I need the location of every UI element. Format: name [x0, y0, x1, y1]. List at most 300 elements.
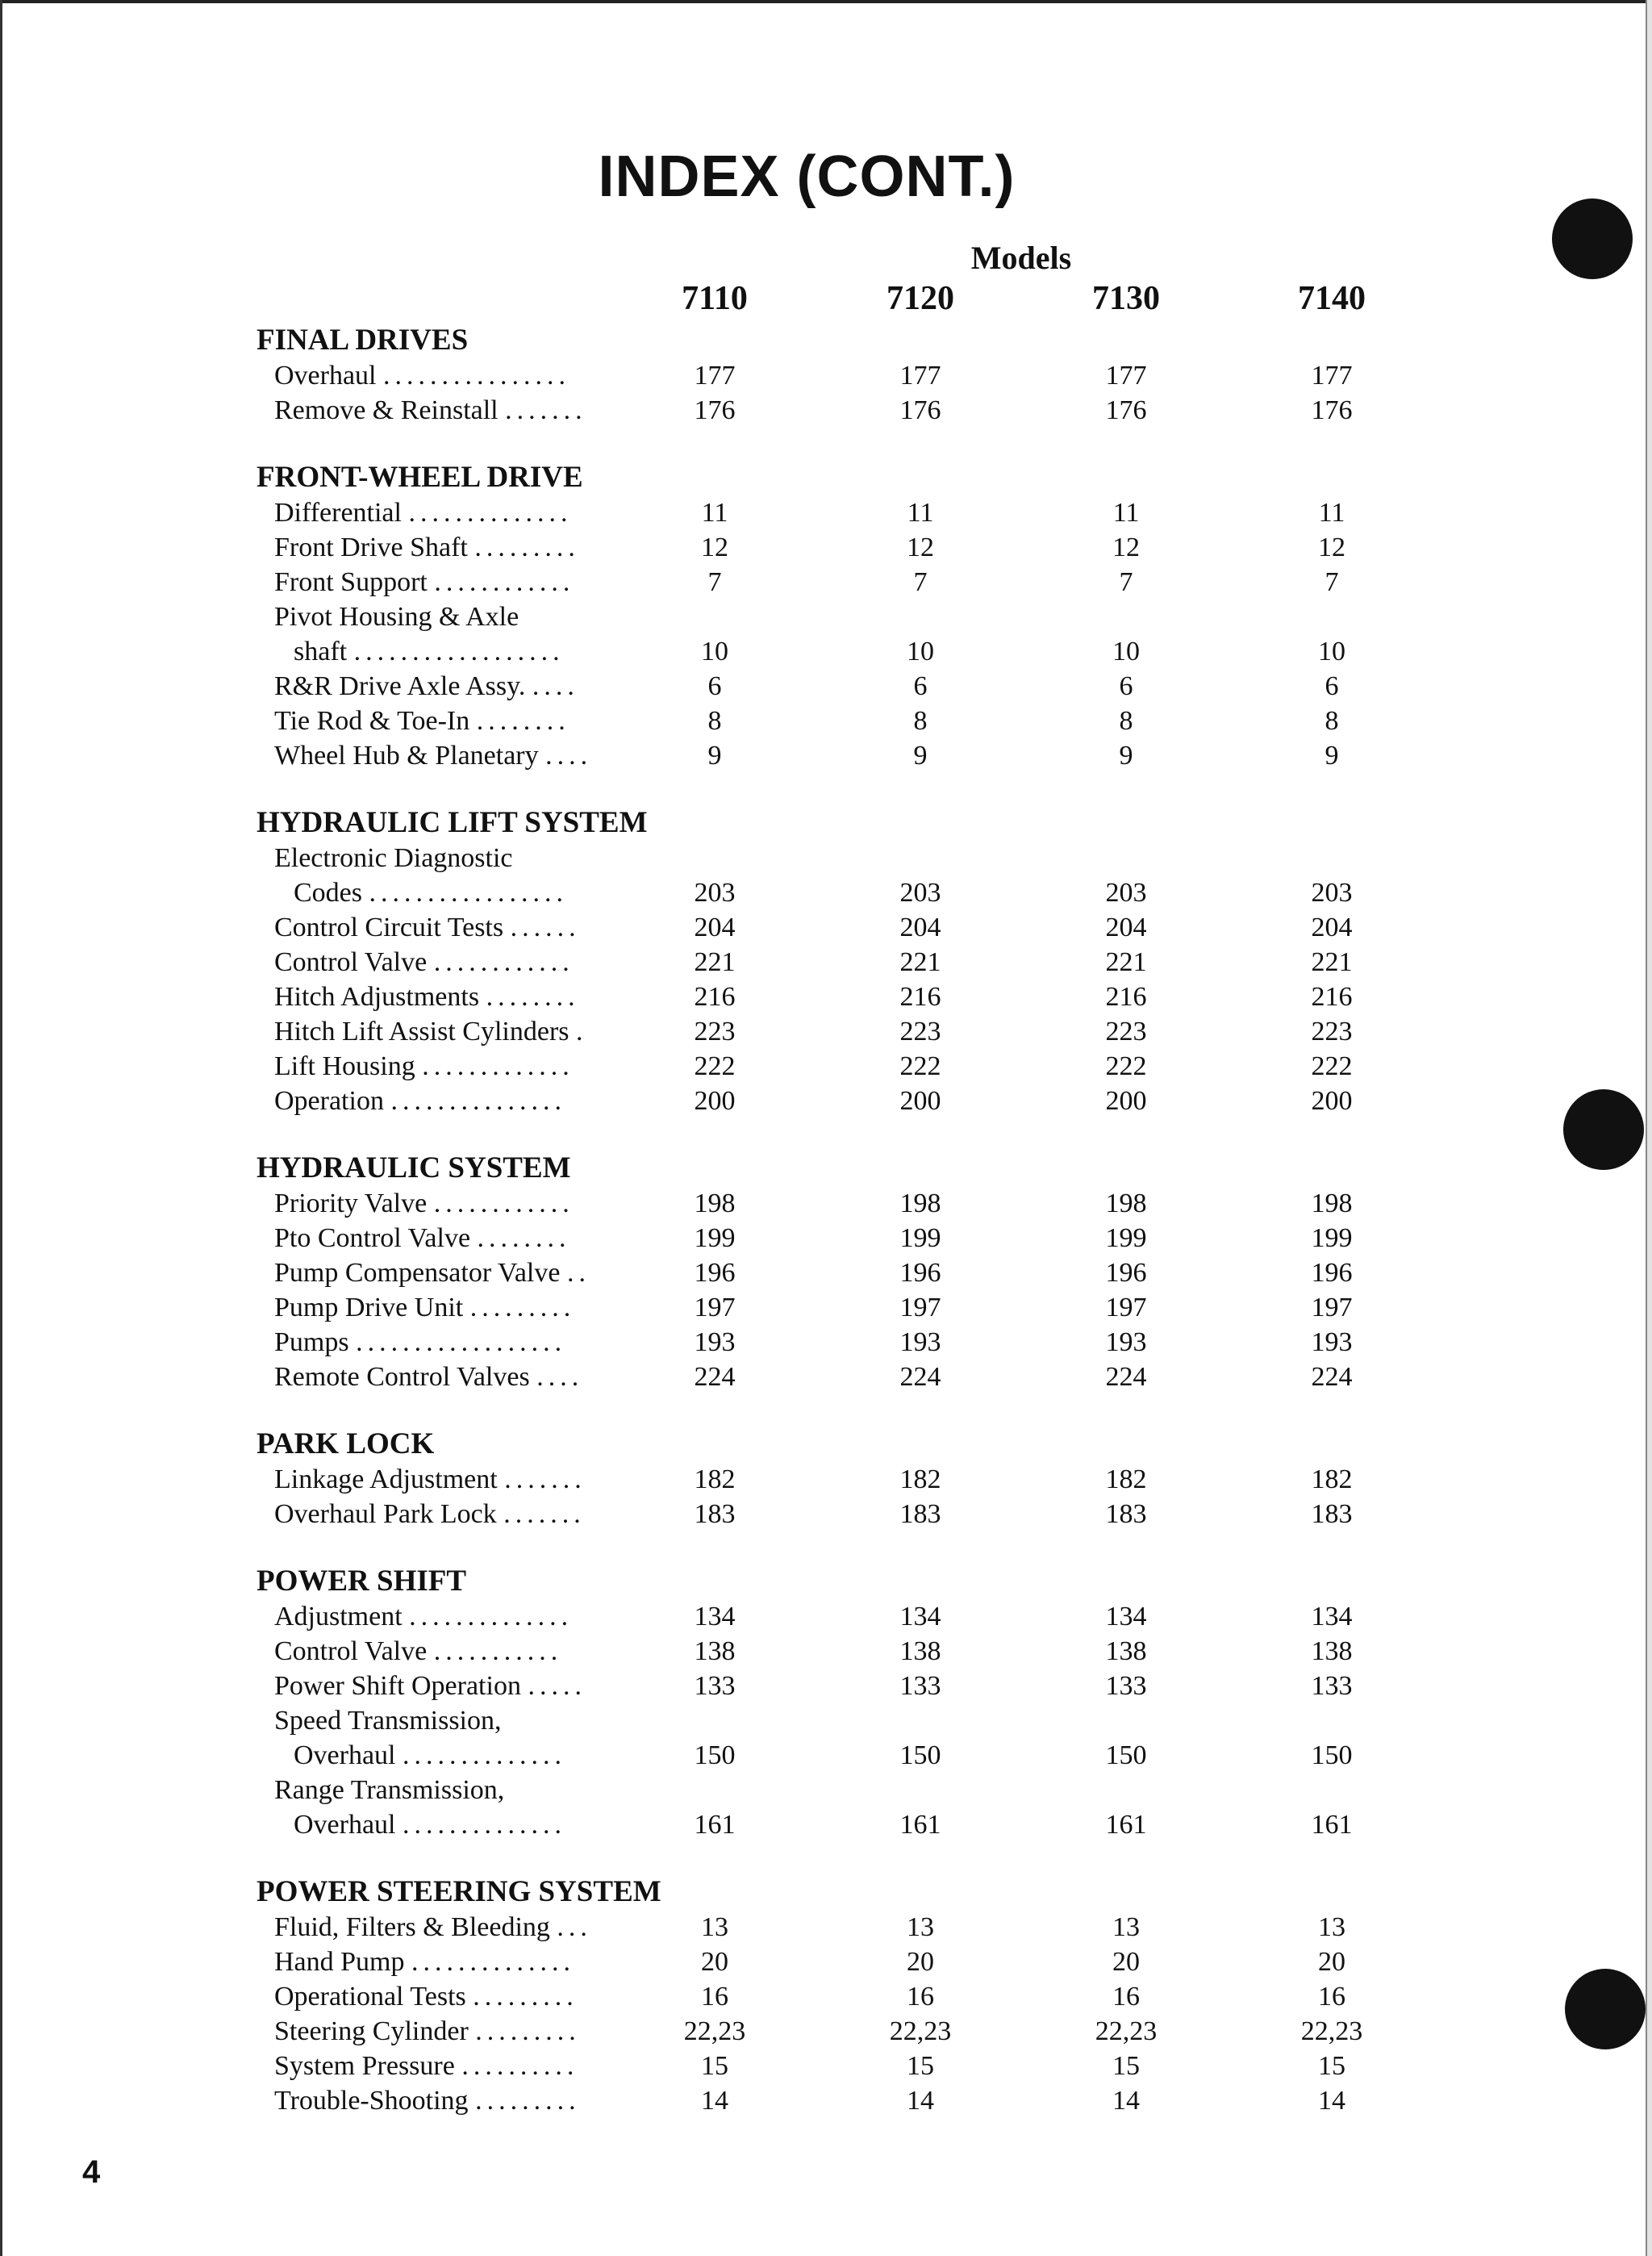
page-ref: 133: [694, 1671, 736, 1701]
page-ref: 13: [1318, 1912, 1345, 1942]
entry-label: [274, 841, 629, 875]
page-ref: 196: [899, 1258, 941, 1288]
entry-text: Tie Rod & Toe-In: [274, 706, 470, 736]
index-section: [257, 805, 1426, 1118]
page-ref: 16: [701, 1982, 728, 2012]
page-ref: 204: [899, 913, 941, 942]
entry-text: Fluid, Filters & Bleeding: [274, 1912, 550, 1942]
entry-label: [274, 1084, 629, 1118]
entry-text: Hitch Lift Assist Cylinders: [274, 1017, 569, 1047]
page-ref: 133: [1311, 1671, 1353, 1701]
index-entry: [257, 980, 1426, 1014]
index-entry: [257, 910, 1426, 945]
entry-label: [274, 1186, 629, 1221]
page-ref: 196: [1311, 1258, 1353, 1288]
page-ref: 193: [1105, 1327, 1147, 1357]
page-ref: 176: [1311, 395, 1353, 425]
index-section: [257, 460, 1426, 773]
index-entry: [257, 1497, 1426, 1531]
entry-text: Pump Drive Unit: [274, 1293, 464, 1322]
entry-text: Range Transmission,: [274, 1775, 505, 1805]
page-ref: 12: [1318, 533, 1345, 562]
page-ref: 204: [694, 913, 736, 942]
page-ref: 138: [694, 1636, 736, 1666]
entry-label: [274, 565, 629, 600]
entry-text: Remote Control Valves: [274, 1362, 530, 1392]
entry-label: [274, 1945, 629, 1979]
page-ref: 9: [913, 741, 928, 771]
page-ref: 12: [907, 533, 934, 562]
page-ref: 22,23: [1300, 2016, 1363, 2046]
model-column-header: 7120: [886, 280, 954, 317]
page-ref: 199: [1311, 1223, 1353, 1253]
binder-hole-bottom: [1565, 1969, 1646, 2049]
page-ref: 183: [1311, 1499, 1353, 1529]
page-ref: 222: [694, 1051, 736, 1081]
page-ref: 224: [1105, 1362, 1147, 1392]
entry-label: [274, 2014, 629, 2049]
page-ref: 20: [1318, 1947, 1345, 1977]
dot-leader: .......: [505, 395, 587, 425]
index-entry: [257, 1599, 1426, 1634]
section-title: HYDRAULIC SYSTEM: [257, 1151, 571, 1184]
entry-text: Adjustment: [274, 1602, 403, 1631]
dot-leader: ...........: [433, 1636, 563, 1666]
page-ref: 15: [701, 2051, 728, 2081]
entry-label: [274, 669, 629, 704]
dot-leader: ........: [476, 706, 570, 736]
page-ref: 13: [1112, 1912, 1140, 1942]
scan-left-edge: [0, 0, 2, 2256]
section-title: HYDRAULIC LIFT SYSTEM: [257, 806, 648, 839]
entry-text: Overhaul: [294, 1740, 396, 1770]
page-ref: 193: [694, 1327, 736, 1357]
page-ref: 182: [899, 1464, 941, 1494]
page-ref: 138: [899, 1636, 941, 1666]
page-ref: 7: [1119, 567, 1133, 597]
page-ref: 224: [899, 1362, 941, 1392]
page-ref: 197: [1105, 1293, 1147, 1322]
section-title: FRONT-WHEEL DRIVE: [257, 461, 583, 494]
index-entry: [257, 1807, 1426, 1842]
index-entry: [257, 1290, 1426, 1325]
entry-label: [274, 1014, 629, 1049]
entry-label: [274, 600, 629, 634]
index-entry: [257, 1462, 1426, 1497]
entry-text: Hand Pump: [274, 1947, 405, 1977]
entry-label: [294, 1738, 629, 1773]
dot-leader: ....: [545, 741, 593, 771]
index-entry: [257, 1186, 1426, 1221]
entry-label: [274, 1360, 629, 1394]
dot-leader: ..............: [408, 498, 573, 528]
index-entry: [257, 1049, 1426, 1084]
page-ref: 200: [694, 1086, 736, 1116]
dot-leader: .......: [504, 1464, 586, 1494]
dot-leader: ................: [383, 361, 571, 391]
scan-right-edge: [1646, 0, 1652, 2256]
page-ref: 20: [1112, 1947, 1140, 1977]
index-entry: [257, 704, 1426, 738]
page-ref: 203: [694, 878, 736, 908]
dot-leader: .........: [475, 2016, 581, 2046]
entry-text: Speed Transmission,: [274, 1706, 502, 1736]
page-ref: 134: [1105, 1602, 1147, 1631]
page-ref: 176: [694, 395, 736, 425]
dot-leader: .................: [369, 878, 568, 908]
dot-leader: ............: [434, 567, 575, 597]
index-entry: [257, 1084, 1426, 1118]
index-entry: [257, 565, 1426, 600]
model-column-header: 7110: [682, 280, 748, 317]
page-ref: 221: [1105, 947, 1147, 977]
index-entry: [257, 1738, 1426, 1773]
entry-label: [274, 393, 629, 428]
entry-text: shaft: [294, 637, 348, 666]
index-table: [257, 323, 1426, 2118]
page-ref: 198: [694, 1189, 736, 1218]
page-ref: 8: [1119, 706, 1133, 736]
page-ref: 14: [1112, 2086, 1140, 2116]
page-ref: 221: [899, 947, 941, 977]
page-ref: 161: [899, 1810, 941, 1840]
page-ref: 182: [694, 1464, 736, 1494]
entry-label: [274, 910, 629, 945]
entry-text: Lift Housing: [274, 1051, 415, 1081]
page-ref: 150: [899, 1740, 941, 1770]
dot-leader: ....: [536, 1362, 584, 1392]
dot-leader: ............: [433, 1189, 574, 1218]
index-entry: [257, 1945, 1426, 1979]
page-ref: 7: [707, 567, 722, 597]
entry-label: [274, 1773, 629, 1807]
dot-leader: ........: [486, 982, 580, 1012]
dot-leader: ..............: [411, 1947, 575, 1977]
dot-leader: ..........: [461, 2051, 579, 2081]
page-ref: 6: [1325, 671, 1339, 701]
section-title: POWER STEERING SYSTEM: [257, 1875, 661, 1908]
entry-label: [294, 634, 629, 669]
dot-leader: ..: [566, 1258, 590, 1288]
page-ref: 133: [1105, 1671, 1147, 1701]
entry-text: Trouble-Shooting: [274, 2086, 469, 2116]
page-ref: 183: [1105, 1499, 1147, 1529]
entry-text: Differential: [274, 498, 402, 528]
page-ref: 16: [907, 1982, 934, 2012]
page-ref: 11: [907, 498, 934, 528]
entry-label: [274, 1290, 629, 1325]
page-ref: 203: [1311, 878, 1353, 908]
entry-label: [274, 2083, 629, 2118]
dot-leader: ..................: [356, 1327, 567, 1357]
index-entry: [257, 669, 1426, 704]
page-ref: 177: [694, 361, 736, 391]
entry-label: [274, 1703, 629, 1738]
model-column-header: 7140: [1298, 280, 1366, 317]
dot-leader: ..............: [409, 1602, 574, 1631]
dot-leader: ..................: [353, 637, 565, 666]
model-column-header: 7130: [1092, 280, 1160, 317]
page-ref: 133: [899, 1671, 941, 1701]
index-entry: [257, 634, 1426, 669]
page-ref: 13: [701, 1912, 728, 1942]
page-ref: 15: [907, 2051, 934, 2081]
entry-text: Overhaul Park Lock: [274, 1499, 497, 1529]
page-ref: 6: [707, 671, 722, 701]
dot-leader: .........: [473, 1982, 578, 2012]
page-ref: 221: [694, 947, 736, 977]
entry-text: Pumps: [274, 1327, 349, 1357]
page-ref: 12: [1112, 533, 1140, 562]
entry-text: Remove & Reinstall: [274, 395, 499, 425]
entry-label: [274, 1979, 629, 2014]
entry-label: [274, 1910, 629, 1945]
page-ref: 200: [1105, 1086, 1147, 1116]
page-ref: 11: [701, 498, 728, 528]
page-ref: 20: [701, 1947, 728, 1977]
page-ref: 14: [1318, 2086, 1345, 2116]
entry-label: [274, 1669, 629, 1703]
page-ref: 10: [1112, 637, 1140, 666]
page-number: 4: [82, 2154, 101, 2190]
page-ref: 161: [1311, 1810, 1353, 1840]
index-section: [257, 323, 1426, 428]
page-ref: 198: [1105, 1189, 1147, 1218]
index-entry: [257, 2049, 1426, 2083]
page-ref: 138: [1311, 1636, 1353, 1666]
entry-label: [274, 530, 629, 565]
page-ref: 216: [899, 982, 941, 1012]
dot-leader: ......: [510, 913, 581, 942]
page-ref: 223: [1105, 1017, 1147, 1047]
dot-leader: ....: [532, 671, 579, 701]
dot-leader: .........: [469, 1293, 576, 1322]
entry-label: [274, 358, 629, 393]
entry-label: [274, 1325, 629, 1360]
index-entry: [257, 1360, 1426, 1394]
index-entry: [257, 1910, 1426, 1945]
entry-label: [274, 704, 629, 738]
index-entry: [257, 393, 1426, 428]
page-ref: 183: [694, 1499, 736, 1529]
index-entry: [257, 600, 1426, 634]
page-ref: 7: [913, 567, 928, 597]
page-ref: 222: [1311, 1051, 1353, 1081]
index-entry: [257, 1634, 1426, 1669]
page-ref: 182: [1105, 1464, 1147, 1494]
page-ref: 193: [1311, 1327, 1353, 1357]
page-ref: 216: [1105, 982, 1147, 1012]
entry-label: [274, 1599, 629, 1634]
entry-text: Control Valve: [274, 947, 428, 977]
page-ref: 22,23: [1095, 2016, 1158, 2046]
page-ref: 176: [899, 395, 941, 425]
page-ref: 224: [694, 1362, 736, 1392]
page-ref: 216: [1311, 982, 1353, 1012]
page-ref: 200: [1311, 1086, 1353, 1116]
index-section: [257, 1427, 1426, 1531]
page-ref: 9: [707, 741, 722, 771]
index-entry: [257, 530, 1426, 565]
entry-text: Electronic Diagnostic: [274, 843, 513, 873]
page-ref: 15: [1112, 2051, 1140, 2081]
page-ref: 134: [694, 1602, 736, 1631]
entry-label: [274, 945, 629, 980]
section-title: FINAL DRIVES: [257, 324, 469, 357]
entry-text: Control Valve: [274, 1636, 428, 1666]
page-ref: 193: [899, 1327, 941, 1357]
page-ref: 16: [1112, 1982, 1140, 2012]
page-ref: 204: [1311, 913, 1353, 942]
index-entry: [257, 1221, 1426, 1255]
page-ref: 223: [1311, 1017, 1353, 1047]
section-title: PARK LOCK: [257, 1427, 435, 1460]
index-entry: [257, 945, 1426, 980]
entry-label: [274, 1497, 629, 1531]
index-entry: [257, 738, 1426, 773]
page-ref: 177: [1311, 361, 1353, 391]
page-ref: 8: [913, 706, 928, 736]
page-ref: 10: [701, 637, 728, 666]
page-ref: 198: [899, 1189, 941, 1218]
page-ref: 222: [1105, 1051, 1147, 1081]
page-ref: 10: [907, 637, 934, 666]
page-ref: 150: [1311, 1740, 1353, 1770]
entry-text: Front Drive Shaft: [274, 533, 468, 562]
page-ref: 22,23: [889, 2016, 952, 2046]
entry-label: [274, 980, 629, 1014]
entry-text: Wheel Hub & Planetary: [274, 741, 539, 771]
entry-text: Pivot Housing & Axle: [274, 602, 519, 632]
index-entry: [257, 1669, 1426, 1703]
entry-text: Linkage Adjustment: [274, 1464, 498, 1494]
index-section: [257, 1564, 1426, 1842]
page-ref: 138: [1105, 1636, 1147, 1666]
page-ref: 223: [694, 1017, 736, 1047]
page-ref: 150: [694, 1740, 736, 1770]
page-ref: 176: [1105, 395, 1147, 425]
page-ref: 14: [907, 2086, 934, 2116]
entry-label: [294, 1807, 629, 1842]
page-ref: 134: [899, 1602, 941, 1631]
page-title: INDEX (CONT.): [598, 144, 1016, 209]
page-ref: 183: [899, 1499, 941, 1529]
dot-leader: .: [576, 1017, 588, 1047]
entry-label: [274, 1221, 629, 1255]
index-entry: [257, 495, 1426, 530]
page-ref: 13: [907, 1912, 934, 1942]
entry-text: Control Circuit Tests: [274, 913, 504, 942]
dot-leader: .............: [422, 1051, 574, 1081]
index-entry: [257, 2014, 1426, 2049]
entry-label: [274, 738, 629, 773]
entry-label: [274, 2049, 629, 2083]
page-ref: 203: [899, 878, 941, 908]
page-ref: 134: [1311, 1602, 1353, 1631]
index-entry: [257, 1325, 1426, 1360]
page-ref: 10: [1318, 637, 1345, 666]
page-ref: 204: [1105, 913, 1147, 942]
index-entry: [257, 1773, 1426, 1807]
page-ref: 224: [1311, 1362, 1353, 1392]
dot-leader: ..............: [403, 1740, 567, 1770]
entry-label: [274, 1255, 629, 1290]
page-ref: 222: [899, 1051, 941, 1081]
entry-text: Pump Compensator Valve: [274, 1258, 561, 1288]
binder-hole-top: [1552, 198, 1633, 279]
page-ref: 198: [1311, 1189, 1353, 1218]
scan-top-edge: [0, 0, 1652, 3]
index-entry: [257, 1979, 1426, 2014]
entry-text: Overhaul: [294, 1810, 396, 1840]
entry-text: Operation: [274, 1086, 384, 1116]
page-ref: 161: [1105, 1810, 1147, 1840]
page-ref: 199: [1105, 1223, 1147, 1253]
page-ref: 223: [899, 1017, 941, 1047]
page-ref: 20: [907, 1947, 934, 1977]
index-entry: [257, 2083, 1426, 2118]
page-ref: 199: [694, 1223, 736, 1253]
index-entry: [257, 841, 1426, 875]
index-section: [257, 1874, 1426, 2118]
page-ref: 203: [1105, 878, 1147, 908]
page-ref: 14: [701, 2086, 728, 2116]
page-ref: 196: [694, 1258, 736, 1288]
index-entry: [257, 358, 1426, 393]
dot-leader: ........: [477, 1223, 571, 1253]
entry-text: R&R Drive Axle Assy.: [274, 671, 526, 701]
page-ref: 9: [1325, 741, 1339, 771]
page-ref: 150: [1105, 1740, 1147, 1770]
entry-label: [274, 495, 629, 530]
entry-text: Codes: [294, 878, 362, 908]
page-ref: 177: [899, 361, 941, 391]
entry-text: Overhaul: [274, 361, 377, 391]
page-ref: 6: [913, 671, 928, 701]
dot-leader: ..............: [403, 1810, 567, 1840]
entry-text: Pto Control Valve: [274, 1223, 471, 1253]
entry-text: Power Shift Operation: [274, 1671, 521, 1701]
page-ref: 161: [694, 1810, 736, 1840]
page-ref: 221: [1311, 947, 1353, 977]
page-ref: 7: [1325, 567, 1339, 597]
entry-label: [274, 1634, 629, 1669]
entry-text: Operational Tests: [274, 1982, 466, 2012]
index-section: [257, 1151, 1426, 1394]
index-entry: [257, 1703, 1426, 1738]
dot-leader: .........: [474, 533, 580, 562]
page-ref: 16: [1318, 1982, 1345, 2012]
entry-text: Hitch Adjustments: [274, 982, 480, 1012]
page-ref: 200: [899, 1086, 941, 1116]
binder-hole-middle: [1563, 1089, 1644, 1170]
page-ref: 199: [899, 1223, 941, 1253]
entry-text: Front Support: [274, 567, 428, 597]
dot-leader: .......: [503, 1499, 586, 1529]
index-entry: [257, 1014, 1426, 1049]
page-ref: 8: [1325, 706, 1339, 736]
entry-label: [294, 875, 629, 910]
models-header: Models: [970, 240, 1072, 276]
entry-text: Steering Cylinder: [274, 2016, 469, 2046]
dot-leader: ...............: [390, 1086, 566, 1116]
dot-leader: ............: [433, 947, 574, 977]
page-ref: 12: [701, 533, 728, 562]
entry-text: System Pressure: [274, 2051, 455, 2081]
dot-leader: .........: [475, 2086, 581, 2116]
page-ref: 9: [1119, 741, 1133, 771]
page-ref: 197: [694, 1293, 736, 1322]
